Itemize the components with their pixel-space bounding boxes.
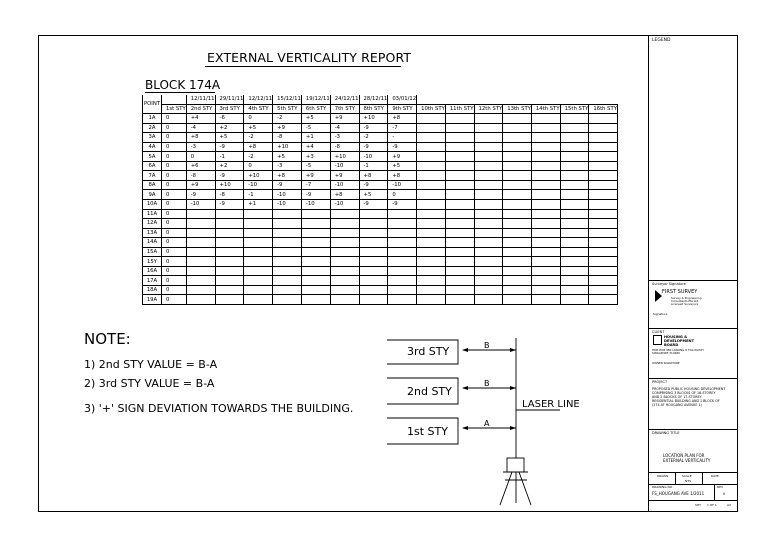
- storey-header: 6th STY: [301, 104, 330, 114]
- note-item-3: 3) '+' SIGN DEVIATION TOWARDS THE BUILDING.: [84, 402, 354, 415]
- point-label: 9A: [143, 190, 162, 200]
- point-label: 15Y: [143, 257, 162, 267]
- table-cell: -8: [186, 171, 215, 181]
- tb-divider: [702, 472, 703, 484]
- project-caption: PROJECT: [652, 380, 668, 384]
- table-cell: -9: [215, 200, 244, 210]
- table-cell: 0: [162, 152, 187, 162]
- client-name-3: BOARD: [664, 343, 679, 347]
- table-cell: +10: [244, 171, 273, 181]
- table-cell: +9: [388, 152, 417, 162]
- drawing-no: FS_HOUGANG AVE 1/2011: [652, 491, 705, 496]
- footer-sheet-count: 1 OF 1: [707, 503, 717, 507]
- storey-header: 2nd STY: [186, 104, 215, 114]
- table-cell: -10: [186, 200, 215, 210]
- table-cell: -9: [215, 142, 244, 152]
- point-label: 2A: [143, 123, 162, 133]
- storey-header: 14th STY: [531, 104, 560, 114]
- table-cell: +5: [388, 161, 417, 171]
- table-cell: +1: [244, 200, 273, 210]
- table-cell: -9: [359, 200, 388, 210]
- table-cell: +9: [301, 171, 330, 181]
- table-cell: -9: [186, 190, 215, 200]
- storey1-label: 1st STY: [407, 425, 448, 438]
- table-cell: +5: [301, 114, 330, 124]
- client-name-2: DEVELOPMENT: [664, 339, 695, 343]
- table-cell: 0: [162, 209, 187, 219]
- table-cell: +8: [359, 171, 388, 181]
- table-cell: +10: [359, 114, 388, 124]
- table-cell: +9: [186, 180, 215, 190]
- project-line-1: PROPOSED PUBLIC HOUSING DEVELOPMENT: [652, 387, 726, 391]
- table-cell: +3: [301, 152, 330, 162]
- table-cell: +4: [301, 142, 330, 152]
- drawing-no-caption: DRAWING NO.: [652, 485, 673, 489]
- storey3-label: 3rd STY: [407, 345, 450, 358]
- table-cell: +10: [215, 180, 244, 190]
- table-cell: -9: [359, 123, 388, 133]
- project-line-5: (174 AT HOUGANG AVENUE 1): [652, 403, 702, 407]
- table-cell: +10: [330, 152, 359, 162]
- storey-header: 4th STY: [244, 104, 273, 114]
- table-cell: 0: [244, 161, 273, 171]
- table-cell: -9: [388, 200, 417, 210]
- table-cell: 0: [162, 247, 187, 257]
- table-cell: -8: [273, 133, 302, 143]
- surveyor-signature: Signature: [653, 312, 668, 316]
- table-cell: -7: [301, 180, 330, 190]
- table-cell: 0: [162, 161, 187, 171]
- table-cell: 0: [162, 114, 187, 124]
- table-cell: -2: [359, 133, 388, 143]
- table-cell: +10: [273, 142, 302, 152]
- point-label: 16A: [143, 266, 162, 276]
- scale-caption: SCALE: [682, 474, 692, 478]
- table-cell: 0: [162, 190, 187, 200]
- report-title: EXTERNAL VERTICALITY REPORT: [207, 50, 412, 65]
- tb-divider: [649, 500, 738, 501]
- table-cell: -3: [330, 133, 359, 143]
- title-block: [648, 35, 738, 512]
- table-cell: +9: [330, 114, 359, 124]
- table-cell: -1: [215, 152, 244, 162]
- notes-title: NOTE:: [84, 330, 131, 348]
- note-item-2: 2) 3rd STY VALUE = B-A: [84, 377, 215, 390]
- date-cell: 24/12/11: [330, 95, 359, 104]
- tb-divider: [649, 429, 738, 430]
- footer-size: A3: [727, 503, 731, 507]
- table-cell: -5: [301, 123, 330, 133]
- footer-sheet: SHT: [695, 503, 701, 507]
- table-cell: -4: [330, 123, 359, 133]
- scale-value: NTS: [685, 479, 691, 483]
- table-cell: -6: [215, 114, 244, 124]
- table-cell: 0: [162, 285, 187, 295]
- table-cell: -4: [186, 123, 215, 133]
- drawing-title-2: EXTERNAL VERTICALITY: [663, 458, 711, 463]
- point-label: 19A: [143, 295, 162, 305]
- table-cell: 0: [162, 276, 187, 286]
- company-line-3: Licensed Surveyors: [671, 302, 699, 306]
- table-cell: 0: [162, 219, 187, 229]
- table-cell: +8: [244, 142, 273, 152]
- table-cell: 0: [186, 152, 215, 162]
- table-cell: +5: [359, 190, 388, 200]
- date-cell: 03/01/12: [388, 95, 417, 104]
- table-cell: -3: [273, 161, 302, 171]
- table-cell: 0: [162, 171, 187, 181]
- table-cell: +9: [273, 123, 302, 133]
- table-cell: -10: [301, 200, 330, 210]
- tb-divider: [649, 378, 738, 379]
- tb-divider: [649, 328, 738, 329]
- table-cell: 0: [162, 266, 187, 276]
- table-cell: 0: [162, 142, 187, 152]
- date-caption: DATE: [711, 474, 719, 478]
- point-label: 11A: [143, 209, 162, 219]
- table-cell: -9: [388, 142, 417, 152]
- storey-header: 7th STY: [330, 104, 359, 114]
- table-cell: -1: [359, 161, 388, 171]
- laser-line-label: LASER LINE: [522, 399, 580, 410]
- storey-header: 9th STY: [388, 104, 417, 114]
- client-name-1: HOUSING &: [664, 335, 688, 339]
- table-cell: -2: [244, 133, 273, 143]
- table-cell: +6: [186, 161, 215, 171]
- table-cell: -10: [388, 180, 417, 190]
- table-cell: 0: [162, 200, 187, 210]
- point-label: 12A: [143, 219, 162, 229]
- table-cell: +2: [215, 123, 244, 133]
- table-cell: +1: [301, 133, 330, 143]
- storey-header: 12th STY: [474, 104, 503, 114]
- table-cell: 0: [162, 123, 187, 133]
- date-cell: 12/11/11: [186, 95, 215, 104]
- point-label: 17A: [143, 276, 162, 286]
- point-label: 8A: [143, 180, 162, 190]
- company-line-1: Survey & Engineering: [671, 296, 702, 300]
- table-cell: -3: [186, 142, 215, 152]
- storey-header: 10th STY: [417, 104, 446, 114]
- table-cell: +8: [273, 171, 302, 181]
- date-cell: 15/12/11: [273, 95, 302, 104]
- project-line-3: AND 2 BLOCKS OF 17-STOREY: [652, 395, 702, 399]
- first-survey-logo: [655, 290, 662, 302]
- point-label: 18A: [143, 285, 162, 295]
- rev-value: 0: [723, 492, 726, 496]
- table-cell: -10: [330, 161, 359, 171]
- client-address-2: SINGAPORE 310480: [652, 351, 680, 355]
- table-cell: -: [388, 133, 417, 143]
- drawing-title-caption: DRAWING TITLE: [652, 431, 680, 435]
- storey-header: 13th STY: [503, 104, 532, 114]
- table-cell: -10: [330, 180, 359, 190]
- table-cell: -2: [244, 152, 273, 162]
- point-label: 3A: [143, 133, 162, 143]
- table-cell: 0: [244, 114, 273, 124]
- storey-header: 11th STY: [445, 104, 474, 114]
- point-label: 5A: [143, 152, 162, 162]
- table-cell: -7: [388, 123, 417, 133]
- table-cell: -10: [359, 152, 388, 162]
- project-line-4: RESIDENTIAL BUILDING AND 1 BLOCK OF: [652, 399, 720, 403]
- date-cell: 29/11/11: [215, 95, 244, 104]
- tb-divider: [649, 280, 738, 281]
- date-cell: 19/12/11: [301, 95, 330, 104]
- table-cell: -9: [301, 190, 330, 200]
- company-line-2: Consultants Pte Ltd: [671, 299, 699, 303]
- table-cell: +8: [186, 133, 215, 143]
- storey-header: 3rd STY: [215, 104, 244, 114]
- table-cell: +5: [215, 133, 244, 143]
- owner-signature: OWNER SIGNATURE: [652, 361, 680, 365]
- date-cell: 12/12/11: [244, 95, 273, 104]
- project-line-2: COMPRISING 3 BLOCKS OF 16-STOREY: [652, 391, 716, 395]
- company-name: FIRST SURVEY: [662, 289, 698, 295]
- table-cell: 0: [162, 180, 187, 190]
- dim-a: A: [484, 419, 490, 428]
- point-label: 6A: [143, 161, 162, 171]
- point-label: 14A: [143, 238, 162, 248]
- table-cell: +9: [330, 171, 359, 181]
- table-cell: +4: [186, 114, 215, 124]
- storey-header: 15th STY: [560, 104, 589, 114]
- table-cell: -10: [273, 200, 302, 210]
- table-cell: +8: [388, 171, 417, 181]
- table-cell: 0: [162, 257, 187, 267]
- storey-header: 1st STY: [162, 104, 187, 114]
- table-cell: -5: [301, 161, 330, 171]
- table-cell: 0: [162, 228, 187, 238]
- table-cell: 0: [162, 133, 187, 143]
- tb-divider: [649, 472, 738, 473]
- table-cell: -9: [359, 180, 388, 190]
- table-cell: +8: [330, 190, 359, 200]
- tb-divider: [675, 472, 676, 484]
- dim-b-top: B: [484, 341, 490, 350]
- dim-b-mid: B: [484, 379, 490, 388]
- table-cell: 0: [162, 295, 187, 305]
- storey-header: 5th STY: [273, 104, 302, 114]
- table-cell: -10: [330, 200, 359, 210]
- tb-divider: [714, 484, 715, 500]
- point-label: 4A: [143, 142, 162, 152]
- surveyor-caption: Surveyor Signature: [652, 282, 686, 286]
- table-cell: +8: [388, 114, 417, 124]
- rev-caption: REV: [717, 485, 724, 489]
- drawn-caption: DRAWN: [657, 474, 669, 478]
- laser-instrument: [507, 458, 524, 472]
- table-cell: -9: [359, 142, 388, 152]
- point-label: 15A: [143, 247, 162, 257]
- table-cell: -10: [273, 190, 302, 200]
- block-label: BLOCK 174A: [145, 78, 221, 92]
- storey-header: 16th STY: [589, 104, 618, 114]
- client-caption: CLIENT: [652, 330, 665, 334]
- table-cell: 0: [162, 238, 187, 248]
- table-cell: +5: [244, 123, 273, 133]
- client-address-1: HDB HUB 480 LORONG 6 TOA PAYOH: [652, 348, 704, 352]
- table-cell: -8: [215, 190, 244, 200]
- point-label: 13A: [143, 228, 162, 238]
- tb-heading: LEGEND: [652, 38, 671, 43]
- drawing-title-1: LOCATION PLAN FOR: [663, 453, 705, 458]
- table-cell: +5: [273, 152, 302, 162]
- note-item-1: 1) 2nd STY VALUE = B-A: [84, 358, 218, 371]
- table-cell: -10: [244, 180, 273, 190]
- table-cell: -9: [273, 180, 302, 190]
- point-header: POINT: [143, 95, 162, 114]
- point-label: 10A: [143, 200, 162, 210]
- storey2-label: 2nd STY: [407, 385, 452, 398]
- hdb-logo-icon: [653, 335, 662, 345]
- table-cell: -2: [273, 114, 302, 124]
- point-label: 1A: [143, 114, 162, 124]
- date-cell: 28/12/11: [359, 95, 388, 104]
- table-cell: -9: [215, 171, 244, 181]
- table-cell: 0: [388, 190, 417, 200]
- point-label: 7A: [143, 171, 162, 181]
- table-cell: -8: [330, 142, 359, 152]
- storey-header: 8th STY: [359, 104, 388, 114]
- table-cell: -1: [244, 190, 273, 200]
- table-cell: +2: [215, 161, 244, 171]
